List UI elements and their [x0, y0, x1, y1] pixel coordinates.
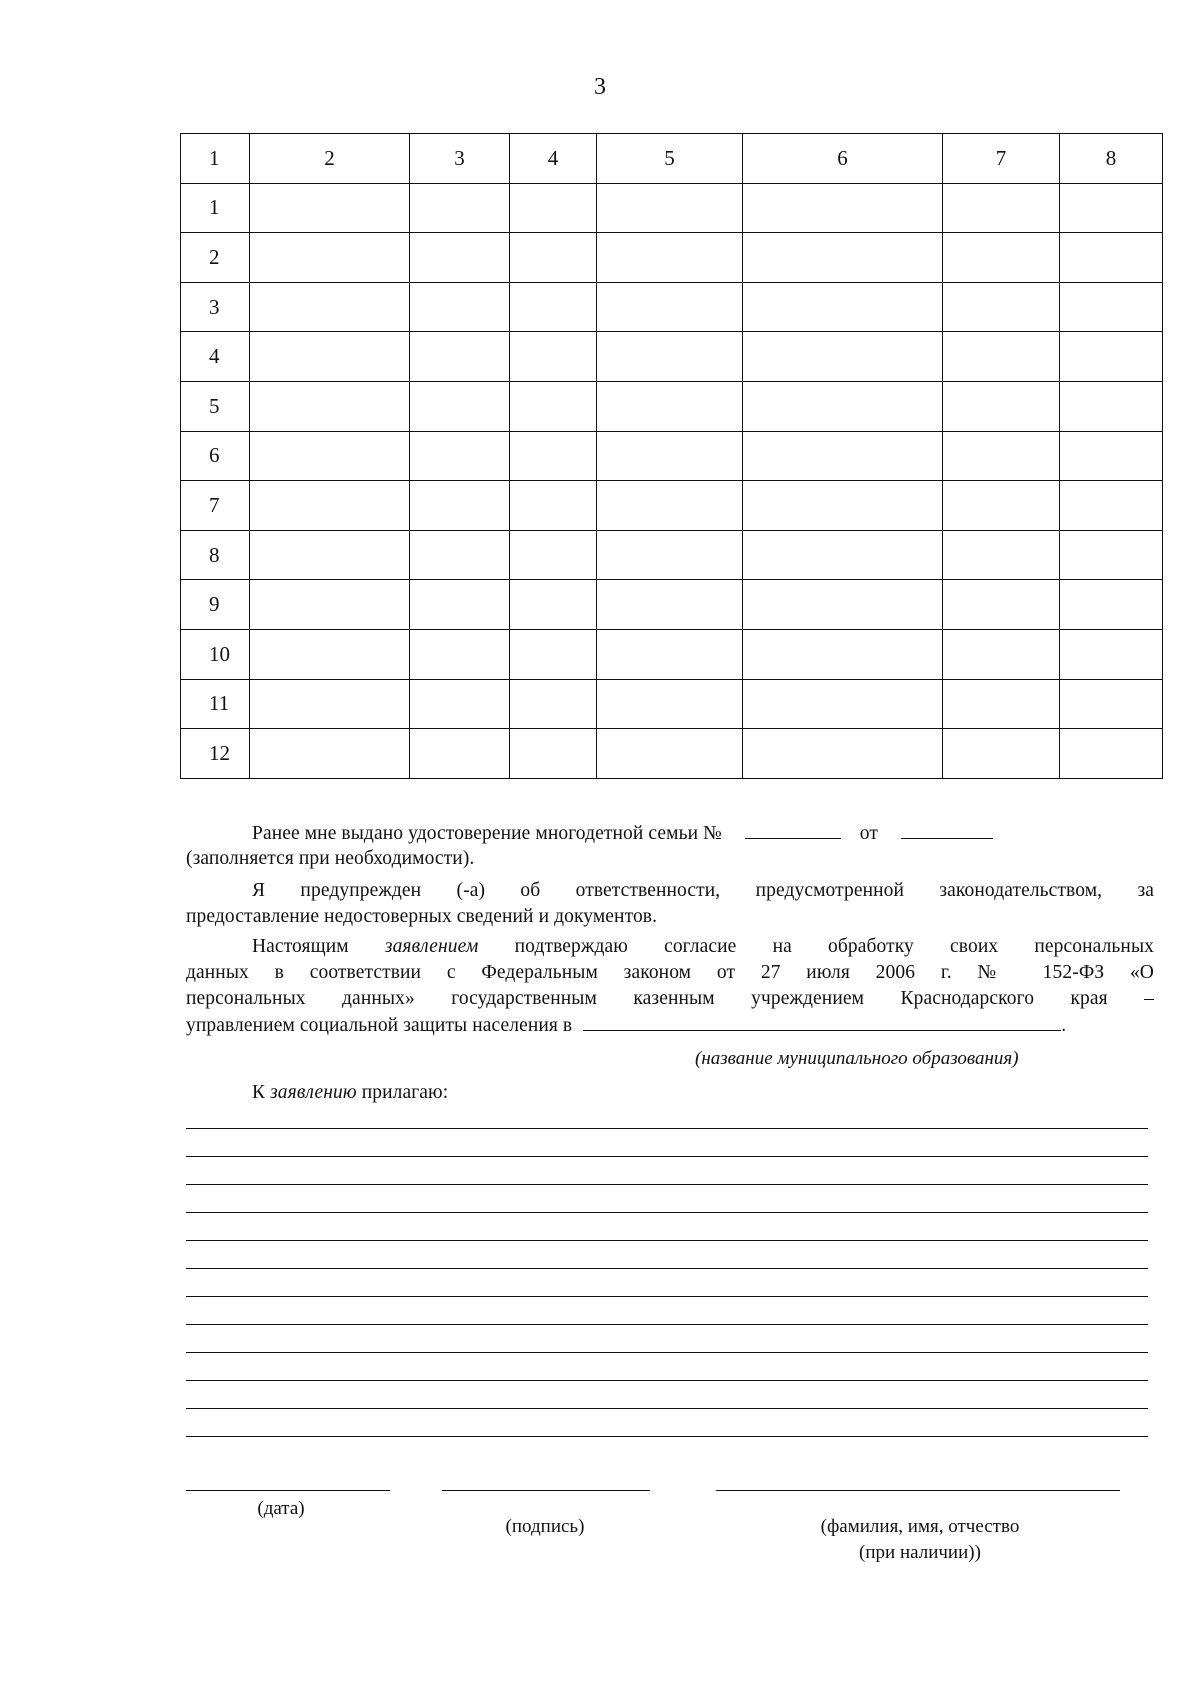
table-cell[interactable] — [597, 183, 743, 233]
table-cell[interactable] — [1060, 381, 1163, 431]
attachment-line[interactable] — [186, 1128, 1148, 1129]
table-cell[interactable] — [510, 431, 597, 481]
table-cell[interactable] — [943, 233, 1060, 283]
table-cell[interactable] — [510, 233, 597, 283]
table-cell[interactable] — [1060, 431, 1163, 481]
table-cell[interactable] — [510, 530, 597, 580]
attachment-line[interactable] — [186, 1408, 1148, 1409]
table-cell[interactable] — [250, 233, 410, 283]
municipality-hint: (название муниципального образования) — [695, 1048, 1019, 1069]
signature-label: (подпись) — [505, 1516, 585, 1537]
attachment-line[interactable] — [186, 1352, 1148, 1353]
attachments-heading — [186, 1080, 1154, 1106]
table-cell[interactable] — [1060, 629, 1163, 679]
table-cell[interactable] — [743, 431, 943, 481]
table-cell[interactable] — [597, 481, 743, 531]
table-cell[interactable] — [510, 183, 597, 233]
row-number: 10 — [181, 629, 250, 679]
table-row — [181, 431, 1163, 481]
table-cell[interactable] — [410, 183, 510, 233]
table-cell[interactable] — [410, 381, 510, 431]
column-header-8: 8 — [1060, 134, 1163, 184]
warning-line-2: предоставление недостоверных сведений и документов. — [186, 906, 658, 927]
table-cell[interactable] — [510, 332, 597, 382]
date-field[interactable] — [186, 1490, 390, 1491]
consent-line-4: управлением социальной защиты населения в . — [186, 1012, 1154, 1039]
table-cell[interactable] — [943, 580, 1060, 630]
certificate-number-field[interactable] — [745, 820, 841, 839]
table-row — [181, 332, 1163, 382]
consent-line-1-rest: подтверждаю согласие на обработку своих персональных — [514, 936, 1154, 957]
table-cell[interactable] — [250, 282, 410, 332]
table-row — [181, 282, 1163, 332]
signature-field[interactable] — [442, 1490, 650, 1491]
table-cell[interactable] — [943, 481, 1060, 531]
page-number: 3 — [594, 74, 606, 100]
table-cell[interactable] — [410, 530, 510, 580]
attachment-line[interactable] — [186, 1156, 1148, 1157]
table-row — [181, 183, 1163, 233]
table-cell[interactable] — [943, 530, 1060, 580]
table-cell[interactable] — [743, 481, 943, 531]
municipality-field[interactable] — [583, 1012, 1061, 1031]
table-cell[interactable] — [1060, 729, 1163, 779]
table-cell[interactable] — [943, 431, 1060, 481]
column-header-6: 6 — [743, 134, 943, 184]
table-cell[interactable] — [1060, 332, 1163, 382]
table-cell[interactable] — [410, 233, 510, 283]
table-cell[interactable] — [743, 679, 943, 729]
table-cell[interactable] — [597, 530, 743, 580]
column-header-4: 4 — [510, 134, 597, 184]
certificate-from-label: от — [859, 823, 878, 844]
attachment-line[interactable] — [186, 1184, 1148, 1185]
table-cell[interactable] — [410, 629, 510, 679]
table-cell[interactable] — [410, 580, 510, 630]
consent-line-4-text: управлением социальной защиты населения в — [186, 1015, 573, 1036]
full-name-field[interactable] — [716, 1490, 1120, 1491]
table-cell[interactable] — [250, 481, 410, 531]
table-header-row — [181, 134, 1163, 184]
table-cell[interactable] — [1060, 530, 1163, 580]
certificate-date-field[interactable] — [901, 820, 993, 839]
table-cell[interactable] — [943, 679, 1060, 729]
row-number: 3 — [181, 282, 250, 332]
table-row — [181, 679, 1163, 729]
table-cell[interactable] — [250, 381, 410, 431]
attachment-line[interactable] — [186, 1268, 1148, 1269]
table-cell[interactable] — [743, 729, 943, 779]
table-cell[interactable] — [250, 580, 410, 630]
table-cell[interactable] — [510, 580, 597, 630]
table-row — [181, 481, 1163, 531]
table-cell[interactable] — [597, 381, 743, 431]
table-cell[interactable] — [410, 481, 510, 531]
attachments-prefix: К — [252, 1082, 266, 1103]
column-header-2: 2 — [250, 134, 410, 184]
certificate-note: (заполняется при необходимости). — [186, 848, 475, 869]
table-cell[interactable] — [410, 431, 510, 481]
consent-line-2: данных в соответствии с Федеральным законом от 27 июля 2006 г. № 152-ФЗ «О — [186, 962, 1154, 983]
table-cell[interactable] — [597, 729, 743, 779]
table-cell[interactable] — [943, 729, 1060, 779]
table-cell[interactable] — [597, 629, 743, 679]
full-name-label-line-2: (при наличии)) — [859, 1542, 981, 1563]
table-cell[interactable] — [510, 481, 597, 531]
row-number: 9 — [181, 580, 250, 630]
table-cell[interactable] — [1060, 580, 1163, 630]
table-cell[interactable] — [943, 332, 1060, 382]
table-cell[interactable] — [743, 282, 943, 332]
table-cell[interactable] — [410, 729, 510, 779]
table-row — [181, 530, 1163, 580]
attachments-rest: прилагаю: — [361, 1082, 449, 1103]
table-cell[interactable] — [1060, 481, 1163, 531]
table-cell[interactable] — [1060, 679, 1163, 729]
row-number: 6 — [181, 431, 250, 481]
table-cell[interactable] — [250, 530, 410, 580]
table-cell[interactable] — [250, 629, 410, 679]
table-cell[interactable] — [250, 183, 410, 233]
table-cell[interactable] — [943, 282, 1060, 332]
consent-line-3: персональных данных» государственным казенным учреждением Краснодарского края – — [186, 988, 1154, 1009]
consent-italic-word: заявлением — [384, 936, 479, 957]
table-cell[interactable] — [510, 282, 597, 332]
table-cell[interactable] — [1060, 183, 1163, 233]
table-cell[interactable] — [250, 729, 410, 779]
table-cell[interactable] — [743, 530, 943, 580]
consent-line-1 — [186, 934, 1154, 960]
row-number: 12 — [181, 729, 250, 779]
row-number: 5 — [181, 381, 250, 431]
table-row — [181, 580, 1163, 630]
row-number: 2 — [181, 233, 250, 283]
full-name-label-line-1: (фамилия, имя, отчество — [820, 1516, 1020, 1537]
date-label: (дата) — [257, 1498, 305, 1519]
row-number: 8 — [181, 530, 250, 580]
attachment-line[interactable] — [186, 1380, 1148, 1381]
table-cell[interactable] — [597, 332, 743, 382]
consent-prefix: Настоящим — [252, 936, 349, 957]
table-cell[interactable] — [597, 679, 743, 729]
table-cell[interactable] — [743, 629, 943, 679]
table-cell[interactable] — [597, 233, 743, 283]
table-row — [181, 729, 1163, 779]
table-cell[interactable] — [743, 233, 943, 283]
table-cell[interactable] — [743, 332, 943, 382]
table-cell[interactable] — [250, 332, 410, 382]
attachment-line[interactable] — [186, 1240, 1148, 1241]
certificate-paragraph — [186, 820, 1154, 847]
column-header-3: 3 — [410, 134, 510, 184]
table-cell[interactable] — [943, 381, 1060, 431]
table-cell[interactable] — [250, 431, 410, 481]
row-number: 1 — [181, 183, 250, 233]
table-cell[interactable] — [510, 729, 597, 779]
row-number: 11 — [181, 679, 250, 729]
table-cell[interactable] — [597, 580, 743, 630]
row-number: 7 — [181, 481, 250, 531]
attachment-line[interactable] — [186, 1212, 1148, 1213]
attachment-line[interactable] — [186, 1324, 1148, 1325]
table-cell[interactable] — [943, 183, 1060, 233]
table-cell[interactable] — [410, 332, 510, 382]
family-members-table — [180, 133, 1163, 779]
warning-line-1: Я предупрежден (-а) об ответственности, предусмотренной законодательством, за — [252, 880, 1154, 901]
table-cell[interactable] — [1060, 282, 1163, 332]
table-cell[interactable] — [510, 381, 597, 431]
table-cell[interactable] — [410, 679, 510, 729]
row-number: 4 — [181, 332, 250, 382]
attachment-line[interactable] — [186, 1436, 1148, 1437]
column-header-5: 5 — [597, 134, 743, 184]
table-cell[interactable] — [250, 679, 410, 729]
certificate-text: Ранее мне выдано удостоверение многодетной семьи № — [252, 823, 722, 844]
attachments-italic-word: заявлению — [270, 1082, 357, 1103]
table-cell[interactable] — [743, 580, 943, 630]
table-cell[interactable] — [943, 629, 1060, 679]
column-header-7: 7 — [943, 134, 1060, 184]
table-cell[interactable] — [510, 679, 597, 729]
column-header-1: 1 — [181, 134, 250, 184]
table-cell[interactable] — [597, 282, 743, 332]
table-row — [181, 381, 1163, 431]
table-cell[interactable] — [743, 381, 943, 431]
attachment-line[interactable] — [186, 1296, 1148, 1297]
table-cell[interactable] — [743, 183, 943, 233]
table-row — [181, 629, 1163, 679]
table-cell[interactable] — [410, 282, 510, 332]
table-row — [181, 233, 1163, 283]
table-cell[interactable] — [510, 629, 597, 679]
table-cell[interactable] — [597, 431, 743, 481]
table-cell[interactable] — [1060, 233, 1163, 283]
